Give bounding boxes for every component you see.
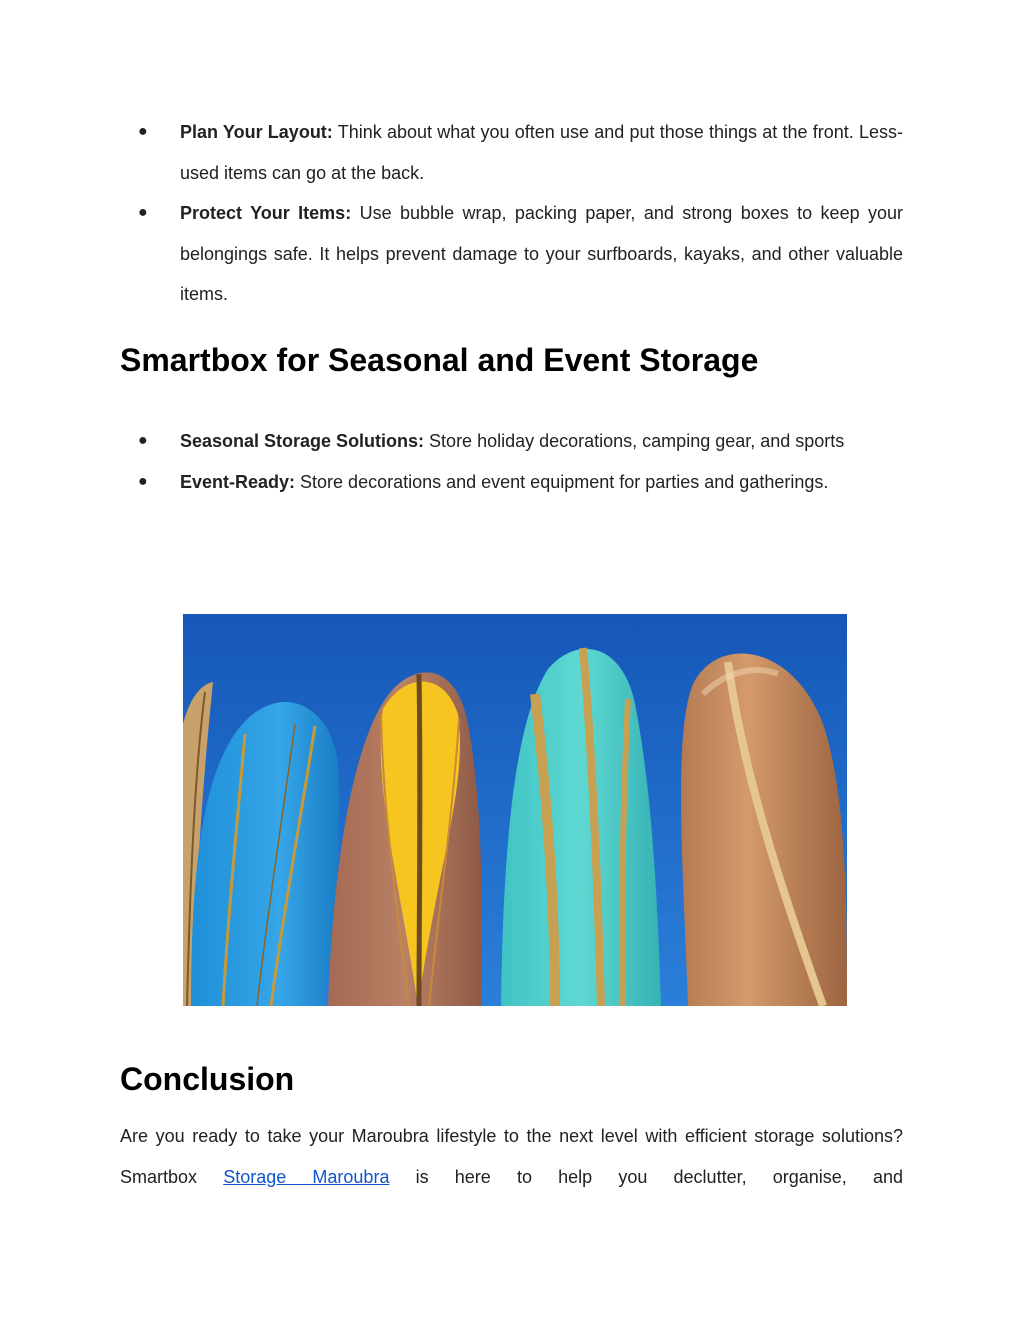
bullet-icon: ● <box>138 123 148 140</box>
list-item-label: Protect Your Items: <box>180 203 352 223</box>
list-item-text: Use bubble wrap, packing paper, and strong boxes to keep your belongings safe. It helps prevent damage to your surfboards, kayaks, and other valuable items. <box>180 203 904 304</box>
tips-list <box>120 112 903 315</box>
list-item <box>120 193 903 315</box>
list-item <box>120 112 903 193</box>
bullet-icon: ● <box>138 432 148 449</box>
section-heading-conclusion: Conclusion <box>120 1061 295 1097</box>
list-item <box>120 462 903 503</box>
bullet-icon: ● <box>138 204 148 221</box>
bullet-icon: ● <box>138 472 148 490</box>
storage-maroubra-link[interactable]: Storage Maroubra <box>223 1166 390 1187</box>
surfboards-photo <box>183 614 847 1006</box>
seasonal-list <box>120 421 903 502</box>
surfboards-illustration <box>183 614 847 1006</box>
list-item-label: Event-Ready: <box>180 471 296 492</box>
conclusion-text-after: is here to help you declutter, organise, and <box>389 1166 903 1187</box>
conclusion-paragraph <box>120 1116 903 1197</box>
list-item-text: Store holiday decorations, camping gear, and sports <box>424 431 845 451</box>
list-item-label: Seasonal Storage Solutions: <box>180 431 425 451</box>
list-item-label: Plan Your Layout: <box>180 122 333 142</box>
list-item-text: Think about what you often use and put those things at the front. Less-used items can go at the back. <box>180 122 903 183</box>
list-item-text: Store decorations and event equipment for parties and gatherings. <box>295 471 829 492</box>
section-heading-seasonal: Smartbox for Seasonal and Event Storage <box>120 342 759 378</box>
conclusion-text-before: Are you ready to take your Maroubra lifestyle to the next level with efficient storage solutions? Smartbox <box>120 1126 903 1187</box>
list-item <box>120 421 903 462</box>
